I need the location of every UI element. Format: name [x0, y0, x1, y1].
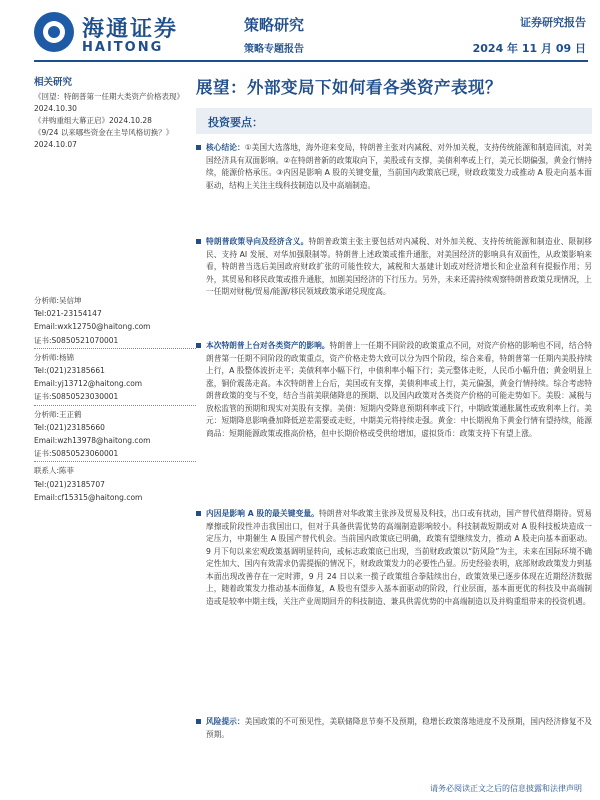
analyst-divider: [34, 461, 196, 462]
paragraph-lead: 特朗普政策导向及经济含义。: [206, 237, 309, 246]
paragraph-body: 特朗普对华政策主张涉及贸易及科技，出口或有扰动，国产替代值得期待。贸易摩擦或阶段性冲击我国出口，但对于具备供需优势的高端制造影响较小。科技制裁短期或对 A 股科技板块造成一定压力，中期催生 A 股国产替代机会。当前国内政策底已明确，政策有望继续发力，推动 A 股走向基本面驱动。9 月下旬以来宏观政策基调明显转向，或标志政策底已出现，当前财政政策以“防风险”为主，未来在国际环境不确定性加大、国内有效需求仍需提振的情况下，财政政策发力的必要性凸显。历史经验表明，底部财政政策发力到基本面出现改善存在一定时滞，9 月 24 日以来一揽子政策组合拳陆续出台，政策效果已逐步体现在近期经济数据上，随着政策发力推动基本面修复，A 股也有望步入基本面驱动的阶段，行业层面，基本面更优的科技及中高端制造或是较率中期主线，关注产业周期回升的科技制造、兼具供需优势的中高端制造以及并购重组带来的投资机遇。: [206, 509, 592, 606]
report-category: 策略研究: [244, 16, 305, 34]
disclaimer-footer: 请务必阅读正文之后的信息披露和法律声明: [430, 784, 582, 793]
paragraph-body: 美国政策的不可预见性，美联储降息节奏不及预期，稳增长政策落地进度不及预期，国内经济修复不及预期。: [206, 717, 592, 739]
paragraph-body: 特朗普上一任期不同阶段的政策重点不同，对资产价格的影响也不同，结合特朗普第一任期不同阶段的政策重点，资产价格走势大致可以分为四个阶段，综合来看，特朗普第一任期内美股持续上行，A 股整体波折走平；美债利率小幅下行，中债利率小幅下行；美元整体走贬，人民币小幅升值；黄金明显上涨，铜价震荡走高。本次特朗普上台后，美国或有支撑，美债利率或上行，美元偏强，黄金行情持续。综合考虑特朗普政策的变与不变，结合当前美联储降息的预期、以及国内政策对各类资产价格的可能走势如下。美股：减税与放松监管的预期和现实对美股有支撑。美债：短期内受降息预期利率或下行，中期政策通胀属性或致利率上行。美元：短期降息影响叠加降低逆差需要或走贬，中期美元将持续走强。黄金：中长期视角下黄金行情有望持续，能源商品：短期能源政策或推高价格，但中长期价格或受供给增加，虚拟货币：政策支持下有望上涨。: [206, 341, 592, 438]
paragraph-body: ①美国大选落地，海外迎来变局，特朗普主张对内减税、对外加关税，支持传统能源和制造回流，对美国经济具有双面影响。②在特朗普新的政策取向下，美股或有支撑，美债利率或上行，美元长期偏强，黄金行情持续，能源价格承压。③内因是影响 A 股的关键变量，当前国内政策底已现，财政政策发力或推动 A 股走向基本面驱动，结构上关注主线科技制造以及中高端制造。: [206, 143, 592, 190]
square-bullet-icon: [196, 511, 201, 516]
paragraph-lead: 内因是影响 A 股的最关键变量。: [206, 509, 319, 518]
analyst-block: [34, 294, 196, 504]
contact-phone: Tel:(021)23185707: [34, 479, 105, 489]
report-title: 展望：外部变局下如何看各类资产表现？: [196, 78, 502, 97]
analyst-email[interactable]: Email:wxk12750@haitong.com: [34, 322, 151, 332]
related-research-title: 相关研究: [34, 77, 73, 88]
header-divider: [34, 60, 588, 62]
analyst-phone: Tel:021-23154147: [34, 309, 102, 319]
logo-english-name: HAITONG: [82, 40, 164, 55]
section-header-bar: [196, 108, 592, 134]
analyst-name: 分析师:杨锦: [34, 352, 75, 362]
report-type: 证券研究报告: [520, 16, 586, 29]
section-title: 投资要点：: [208, 116, 263, 129]
analyst-certificate: 证书:S0850521070001: [34, 335, 119, 345]
haitong-logo: [34, 10, 194, 58]
square-bullet-icon: [196, 719, 201, 724]
related-research-item[interactable]: 《9/24 以来哪些资金在主导风格切换？》2024.10.07: [34, 128, 174, 149]
analyst-phone: Tel:(021)23185660: [34, 422, 105, 432]
paragraph-body: 特朗普政策主张主要包括对内减税、对外加关税、支持传统能源和制造业、限制移民、支持 AI 发展、对华加强限制等。特朗普上述政策或推升通胀，对美国经济的影响具有双面性，从政策影响来看，特朗普当选后美国政府财政扩张的可能性较大，减税和大基建计划或对经济增长和企业盈利有提振作用；另外，其贸易和移民政策或推升通胀，加剧美国经济的下行压力。另外，未来还需持续观察特朗普政策兑现情况，上一任期对财税/贸易/能源/移民领域政策承诺兑现度高。: [206, 237, 592, 296]
key-point-paragraph: [196, 236, 592, 299]
analyst-divider: [34, 405, 196, 406]
analyst-email[interactable]: Email:yj13712@haitong.com: [34, 379, 143, 389]
contact-email[interactable]: Email:cf15315@haitong.com: [34, 492, 143, 502]
haitong-emblem-icon: [34, 12, 74, 52]
related-research-item[interactable]: 《回望：特朗普第一任期大类资产价格表现》2024.10.30: [34, 92, 184, 113]
analyst-certificate: 证书:S0850523030001: [34, 392, 119, 402]
key-point-paragraph: [196, 142, 592, 192]
square-bullet-icon: [196, 145, 201, 150]
key-point-paragraph: [196, 340, 592, 440]
risk-warning-paragraph: [196, 716, 592, 741]
analyst-certificate: 证书:S0850523060001: [34, 449, 119, 459]
report-header: [0, 0, 600, 62]
related-research-item[interactable]: 《并购重组大幕正启》2024.10.28: [34, 116, 152, 125]
square-bullet-icon: [196, 343, 201, 348]
report-date: 2024 年 11 月 09 日: [472, 42, 586, 55]
contact-name: 联系人:陈菲: [34, 466, 75, 476]
analyst-name: 分析师:吴信坤: [34, 296, 82, 305]
paragraph-lead: 本次特朗普上台对各类资产的影响。: [206, 341, 330, 350]
analyst-phone: Tel:(021)23185661: [34, 366, 105, 376]
analyst-name: 分析师:王正鹤: [34, 409, 82, 419]
logo-chinese-name: 海通证券: [82, 16, 179, 42]
sidebar: [34, 66, 196, 786]
analyst-email[interactable]: Email:wzh13978@haitong.com: [34, 436, 151, 446]
paragraph-lead: 核心结论：: [206, 143, 245, 152]
paragraph-lead: 风险提示：: [206, 717, 245, 726]
report-subcategory: 策略专题报告: [244, 44, 304, 55]
main-content: [196, 66, 594, 786]
analyst-divider: [34, 348, 196, 349]
key-point-paragraph: [196, 508, 592, 608]
square-bullet-icon: [196, 239, 201, 244]
